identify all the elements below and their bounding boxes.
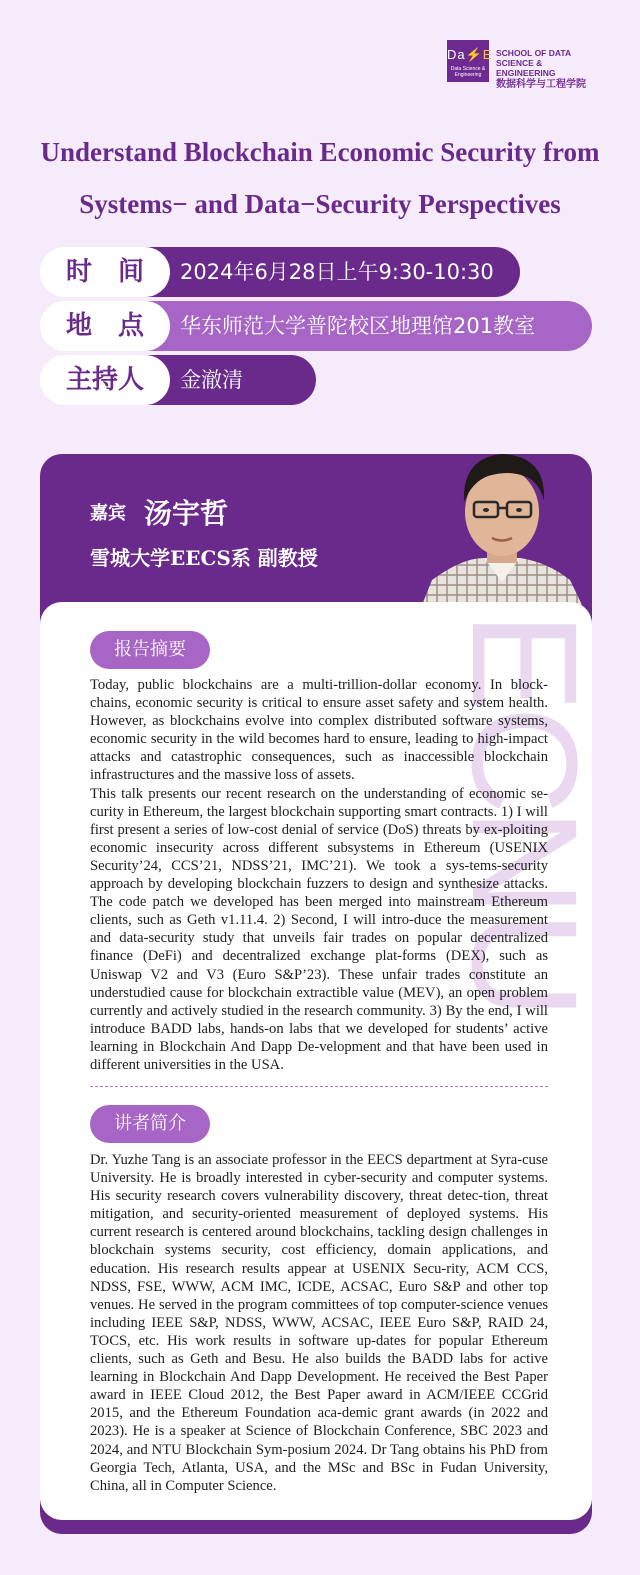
school-name	[496, 48, 597, 92]
logo-mark-text: Da	[447, 47, 466, 62]
school-name-en-2: SCIENCE & ENGINEERING	[496, 58, 556, 78]
bio-text	[90, 1151, 548, 1495]
info-row-host	[40, 355, 320, 405]
bio-heading: 讲者简介	[90, 1105, 210, 1143]
school-name-zh: 数据科学与工程学院	[496, 79, 586, 90]
speaker-name: 汤宇哲	[144, 497, 229, 530]
speaker-heading	[90, 492, 228, 532]
section-divider	[90, 1086, 548, 1087]
school-logo	[447, 40, 597, 90]
location-label: 地 点	[40, 301, 170, 351]
host-value: 金澈清	[140, 355, 316, 405]
info-row-location	[40, 301, 592, 351]
talk-title-line-1: Understand Blockchain Economic Security from	[40, 137, 600, 167]
abstract-heading: 报告摘要	[90, 631, 210, 669]
location-value: 华东师范大学普陀校区地理馆201教室	[140, 301, 592, 351]
abstract-paragraph-1: Today, public blockchains are a multi-trillion-dollar economy. In block-chains, economic security is critical to ensure asset safety and system health. However, as blockchains evolve into complex distributed software systems, economic security in the wild becomes hard to ensure, leading to high-impact attacks and catastrophic consequences, such as inaccessible blockchain infrastructures and the massive loss of assets.	[90, 677, 548, 784]
bolt-icon: ⚡E	[465, 47, 493, 62]
speaker-affiliation: 雪城大学EECS系 副教授	[90, 546, 318, 570]
time-value: 2024年6月28日上午9:30-10:30	[140, 247, 520, 297]
talk-title-line-2: Systems− and Data−Security Perspectives	[79, 189, 561, 219]
school-name-en-1: SCHOOL OF DATA	[496, 48, 572, 58]
logo-mark-subtitle: Data Science & Engineering	[450, 66, 486, 78]
speaker-photo	[422, 430, 582, 605]
speaker-portrait-icon	[422, 430, 582, 605]
talk-title	[0, 126, 640, 230]
abstract-text	[90, 676, 548, 1074]
host-label: 主持人	[40, 355, 170, 405]
speaker-tag: 嘉宾	[90, 503, 126, 524]
ecnu-watermark: ECNU	[441, 612, 609, 1014]
bio-paragraph: Dr. Yuzhe Tang is an associate professor in the EECS department at Syra-cuse University. He is broadly interested in cyber-security and computer systems. His security research covers vulnerability discovery, threat detec-tion, threat mitigation, and security-oriented measurement of deployed systems. His current research is centered around blockchains, tackling design challenges in blockchain systems security, cost efficiency, domain applications, and education. His research results appear at USENIX Secu-rity, ACM CCS, NDSS, FSE, WWW, ACM IMC, ICDE, ACSAC, Euro S&P and other top venues. He served in the program committees of top computer-science venues including IEEE S&P, NDSS, WWW, ACSAC, IEEE Euro S&P, RAID 24, TOCS, etc. His work results in software up-dates for popular Ethereum clients, such as Geth and Besu. He also builds the BADD labs for active learning in Blockchain And Dapp Development. He received the Best Paper award in IEEE Cloud 2012, the Best Paper award in ACM/IEEE CCGrid 2015, and the Ethereum Foundation aca-demic grant awards (in 2022 and 2023). He is a speaker at Science of Blockchain Conference, SBC 2023 and 2024, and NTU Blockchain Sym-posium 2024. Dr Tang obtains his PhD from Georgia Tech, Atlanta, USA, and the MSc and BSc in Fudan University, China, all in Computer Science.	[90, 1152, 548, 1494]
dase-logo-mark	[447, 40, 493, 82]
info-row-time	[40, 247, 520, 297]
abstract-paragraph-2: This talk presents our recent research on the understanding of economic se-curity in Ethereum, the largest blockchain supporting smart contracts. 1) I will first present a series of low-cost denial of service (DoS) threats by ex-ploiting economic insecurity across different subsystems in Ethereum (USENIX Security’24, CCS’21, NDSS’21, IMC’21). We took a sys-tems-security approach by developing blockchain fuzzers to design and synthesize attacks. The code patch we developed has been merged into mainstream Ethereum clients, such as Geth v1.11.4. 2) Second, I will intro-duce the measurement and data-security study that unveils fair trades on popular decentralized finance (DeFi) and decentralized exchange plat-forms (DEX), such as Uniswap V2 and V3 (Euro S&P’23). These unfair trades constitute an understudied cause for blockchain extractible value (MEV), an open problem currently and actively studied in the research community. 3) By the end, I will introduce BADD labs, hands-on labs that we developed for students’ active learning in Blockchain And Dapp De-velopment and that have been used in different universities in the USA.	[90, 785, 548, 1073]
time-label: 时 间	[40, 247, 170, 297]
